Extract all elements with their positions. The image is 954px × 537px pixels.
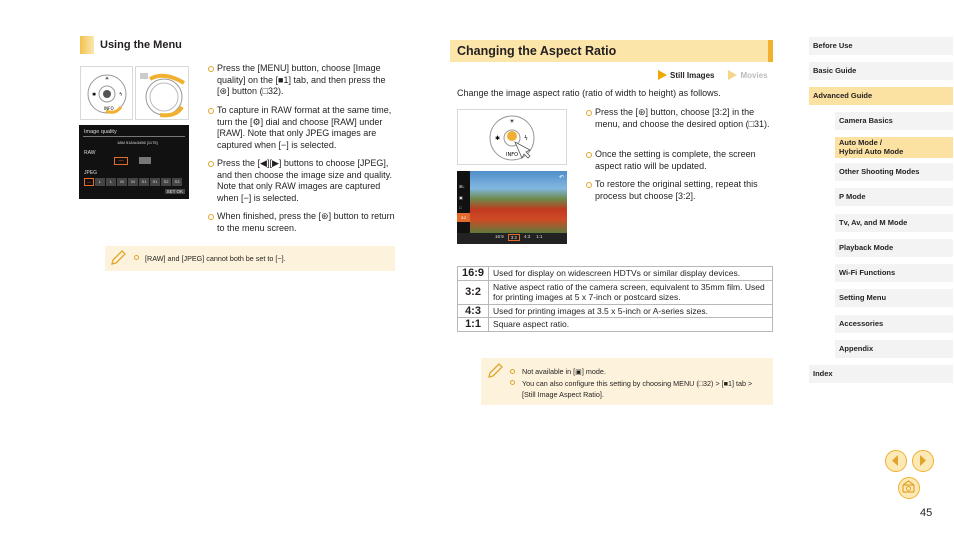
arrow-right-icon bbox=[913, 451, 932, 470]
camera-home-icon bbox=[899, 478, 918, 497]
lcd-raw-label: RAW bbox=[84, 150, 96, 156]
page-title-bar bbox=[450, 40, 773, 62]
nav-other-shooting-modes[interactable]: Other Shooting Modes bbox=[835, 163, 953, 181]
lcd-set-ok: SET OK bbox=[166, 189, 183, 194]
lcd-jpeg-options: — L L M M S1 S1 S2 S3 bbox=[84, 178, 182, 186]
func-set-dial-illustration bbox=[457, 109, 567, 165]
ratio-options: 16:9 3:2 4:3 1:1 bbox=[495, 234, 543, 240]
image-quality-screen bbox=[79, 125, 189, 199]
nav-setting-menu[interactable]: Setting Menu bbox=[835, 289, 953, 307]
intro-text: Change the image aspect ratio (ratio of width to height) as follows. bbox=[457, 88, 721, 98]
svg-text:✱: ✱ bbox=[92, 92, 97, 98]
middle-step-3: To restore the original setting, repeat this process but choose [3:2]. bbox=[595, 179, 775, 202]
nav-accessories[interactable]: Accessories bbox=[835, 315, 953, 333]
lcd-raw-off: — bbox=[114, 157, 128, 165]
middle-step-1: Press the [⊛] button, choose [3:2] in the menu, and choose the desired option (□31). bbox=[595, 107, 775, 130]
middle-note-box bbox=[481, 358, 773, 405]
screen-photo bbox=[470, 171, 567, 233]
nav-appendix[interactable]: Appendix bbox=[835, 340, 953, 358]
nav-auto-mode[interactable]: Auto Mode / Hybrid Auto Mode bbox=[835, 137, 953, 158]
left-note-box bbox=[105, 246, 395, 271]
table-row: 3:2 Native aspect ratio of the camera screen, equivalent to 35mm film. Used for printing images at 5 x 7-inch or postcard sizes. bbox=[458, 280, 773, 304]
lcd-size-info: 18M 5184x3456 [1175] bbox=[117, 140, 158, 145]
table-row: 16:9 Used for display on widescreen HDTVs or similar display devices. bbox=[458, 267, 773, 281]
middle-note-1: Not available in [▣] mode. bbox=[522, 367, 606, 376]
nav-camera-basics[interactable]: Camera Basics bbox=[835, 112, 953, 130]
svg-text:☀: ☀ bbox=[104, 76, 110, 82]
table-row: 1:1 Square aspect ratio. bbox=[458, 318, 773, 332]
page-title: Changing the Aspect Ratio bbox=[457, 44, 617, 58]
control-dial-illustration bbox=[80, 66, 133, 120]
mode-still-label: Still Images bbox=[670, 70, 715, 80]
svg-text:ϟ: ϟ bbox=[524, 135, 528, 142]
screen-side-menu: ⊞L ▣ □ 3:2 bbox=[457, 171, 470, 233]
rotating-dial-illustration bbox=[135, 66, 189, 120]
lcd-title: Image quality bbox=[84, 129, 117, 135]
left-step-4: When finished, press the [⊛] button to return to the menu screen. bbox=[217, 211, 397, 234]
left-step-1: Press the [MENU] button, choose [Image quality] on the [■1] tab, and then press the [⊛] button (□32). bbox=[217, 63, 397, 98]
nav-before-use[interactable]: Before Use bbox=[809, 37, 953, 55]
nav-wifi-functions[interactable]: Wi-Fi Functions bbox=[835, 264, 953, 282]
home-button[interactable] bbox=[898, 477, 920, 499]
mode-indicator bbox=[658, 70, 768, 80]
svg-text:☀: ☀ bbox=[509, 118, 515, 125]
pencil-icon bbox=[109, 249, 127, 267]
svg-text:✱: ✱ bbox=[495, 135, 501, 142]
pencil-icon bbox=[486, 362, 504, 380]
left-note-text: [RAW] and [JPEG] cannot both be set to [−]. bbox=[145, 254, 286, 263]
middle-step-2: Once the setting is complete, the screen aspect ratio will be updated. bbox=[595, 149, 775, 172]
dial-info-label: INFO bbox=[104, 106, 114, 111]
next-page-button[interactable] bbox=[912, 450, 934, 472]
nav-index[interactable]: Index bbox=[809, 365, 953, 383]
arrow-left-icon bbox=[886, 451, 905, 470]
table-row: 4:3 Used for printing images at 3.5 x 5-inch or A-series sizes. bbox=[458, 304, 773, 318]
prev-page-button[interactable] bbox=[885, 450, 907, 472]
page-number: 45 bbox=[920, 507, 933, 519]
nav-advanced-guide[interactable]: Advanced Guide bbox=[809, 87, 953, 105]
nav-basic-guide[interactable]: Basic Guide bbox=[809, 62, 953, 80]
lcd-jpeg-label: JPEG bbox=[84, 170, 98, 176]
lcd-raw-on bbox=[139, 157, 151, 164]
middle-note-2: You can also configure this setting by choosing MENU (□32) > [■1] tab > [Still Image Aspect Ratio]. bbox=[522, 379, 753, 399]
back-icon: ↶ bbox=[558, 175, 564, 181]
section-marker bbox=[80, 36, 94, 54]
nav-tv-av-m-mode[interactable]: Tv, Av, and M Mode bbox=[835, 214, 953, 232]
left-step-3: Press the [◀][▶] buttons to choose [JPEG], and then choose the image size and quality. Note that only RAW images are captured when [−] is selected. bbox=[217, 158, 397, 204]
section-title: Using the Menu bbox=[100, 39, 182, 51]
still-images-icon bbox=[658, 70, 667, 80]
nav-playback-mode[interactable]: Playback Mode bbox=[835, 239, 953, 257]
movies-icon bbox=[728, 70, 737, 80]
dial-info-text: INFO bbox=[506, 152, 519, 158]
aspect-ratio-table bbox=[457, 266, 773, 332]
left-step-2: To capture in RAW format at the same time, turn the [⚙] dial and choose [RAW] under [RAW]. Note that only JPEG images are captured when [−] is selected. bbox=[217, 105, 397, 151]
svg-text:ϟ: ϟ bbox=[119, 92, 123, 98]
nav-p-mode[interactable]: P Mode bbox=[835, 188, 953, 206]
camera-screen bbox=[457, 171, 567, 244]
mode-movies-label: Movies bbox=[740, 70, 768, 80]
